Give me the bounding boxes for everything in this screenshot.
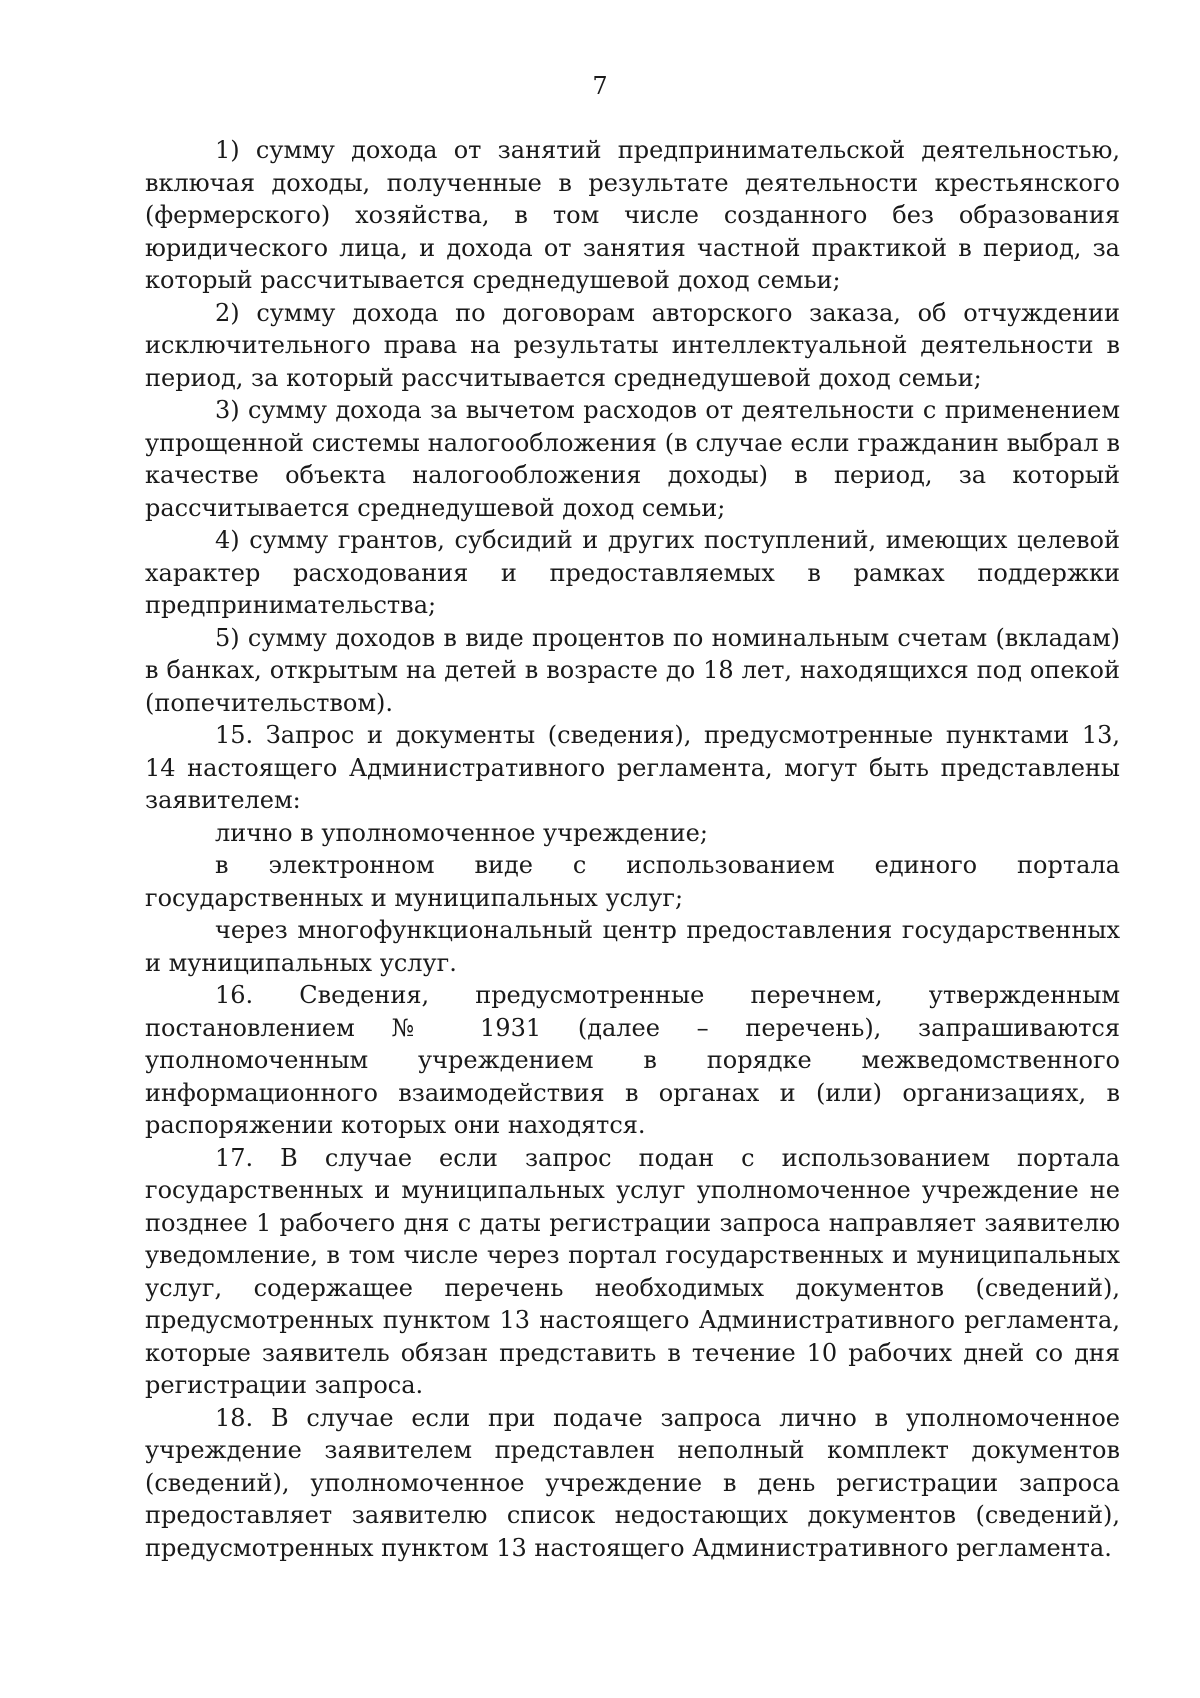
paragraph-submit-in-person: лично в уполномоченное учреждение; <box>215 818 708 847</box>
paragraph-income-entrepreneurship: 1) сумму дохода от занятий предпринимательской деятельностью, включая доходы, полученные в результате деятельности крестьянского (фермерского) хозяйства, в том числе созданного без образования юридического лица, и дохода от занятия частной практикой в период, за который рассчитывается среднедушевой доход семьи; <box>145 136 1120 294</box>
paragraph-submit-mfc: через многофункциональный центр предоставления государственных и муниципальных услуг. <box>145 916 1120 977</box>
document-body <box>145 134 1120 1564</box>
paragraph-item-15: 15. Запрос и документы (сведения), предусмотренные пунктами 13, 14 настоящего Административного регламента, могут быть представлены заявителем: <box>145 721 1120 814</box>
paragraph-income-grants: 4) сумму грантов, субсидий и других поступлений, имеющих целевой характер расходования и предоставляемых в рамках поддержки предпринимательства; <box>145 526 1120 619</box>
paragraph-income-simplified-tax: 3) сумму дохода за вычетом расходов от деятельности с применением упрощенной системы налогообложения (в случае если гражданин выбрал в качестве объекта налогообложения доходы) в период, за который рассчитывается среднедушевой доход семьи; <box>145 396 1120 522</box>
paragraph-income-bank-interest: 5) сумму доходов в виде процентов по номинальным счетам (вкладам) в банках, открытым на детей в возрасте до 18 лет, находящихся под опекой (попечительством). <box>145 623 1120 717</box>
paragraph-item-16: 16. Сведения, предусмотренные перечнем, утвержденным постановлением № 1931 (далее – перечень), запрашиваются уполномоченным учреждением в порядке межведомственного информационного взаимодействия в органах и (или) организациях, в распоряжении которых они находятся. <box>145 981 1120 1139</box>
paragraph-item-18: 18. В случае если при подаче запроса лично в уполномоченное учреждение заявителем представлен неполный комплект документов (сведений), уполномоченное учреждение в день регистрации запроса предоставляет заявителю список недостающих документов (сведений), предусмотренных пунктом 13 настоящего Административного регламента. <box>145 1403 1120 1562</box>
paragraph-submit-electronic: в электронном виде с использованием единого портала государственных и муниципальных услуг; <box>145 851 1120 912</box>
paragraph-income-author-contracts: 2) сумму дохода по договорам авторского заказа, об отчуждении исключительного права на результаты интеллектуальной деятельности в период, за который рассчитывается среднедушевой доход семьи; <box>145 298 1120 392</box>
page-number: 7 <box>592 72 608 100</box>
paragraph-item-17: 17. В случае если запрос подан с использованием портала государственных и муниципальных услуг уполномоченное учреждение не позднее 1 рабочего дня с даты регистрации запроса направляет заявителю уведомление, в том числе через портал государственных и муниципальных услуг, содержащее перечень необходимых документов (сведений), предусмотренных пунктом 13 настоящего Административного регламента, которые заявитель обязан представить в течение 10 рабочих дней со дня регистрации запроса. <box>145 1143 1120 1399</box>
